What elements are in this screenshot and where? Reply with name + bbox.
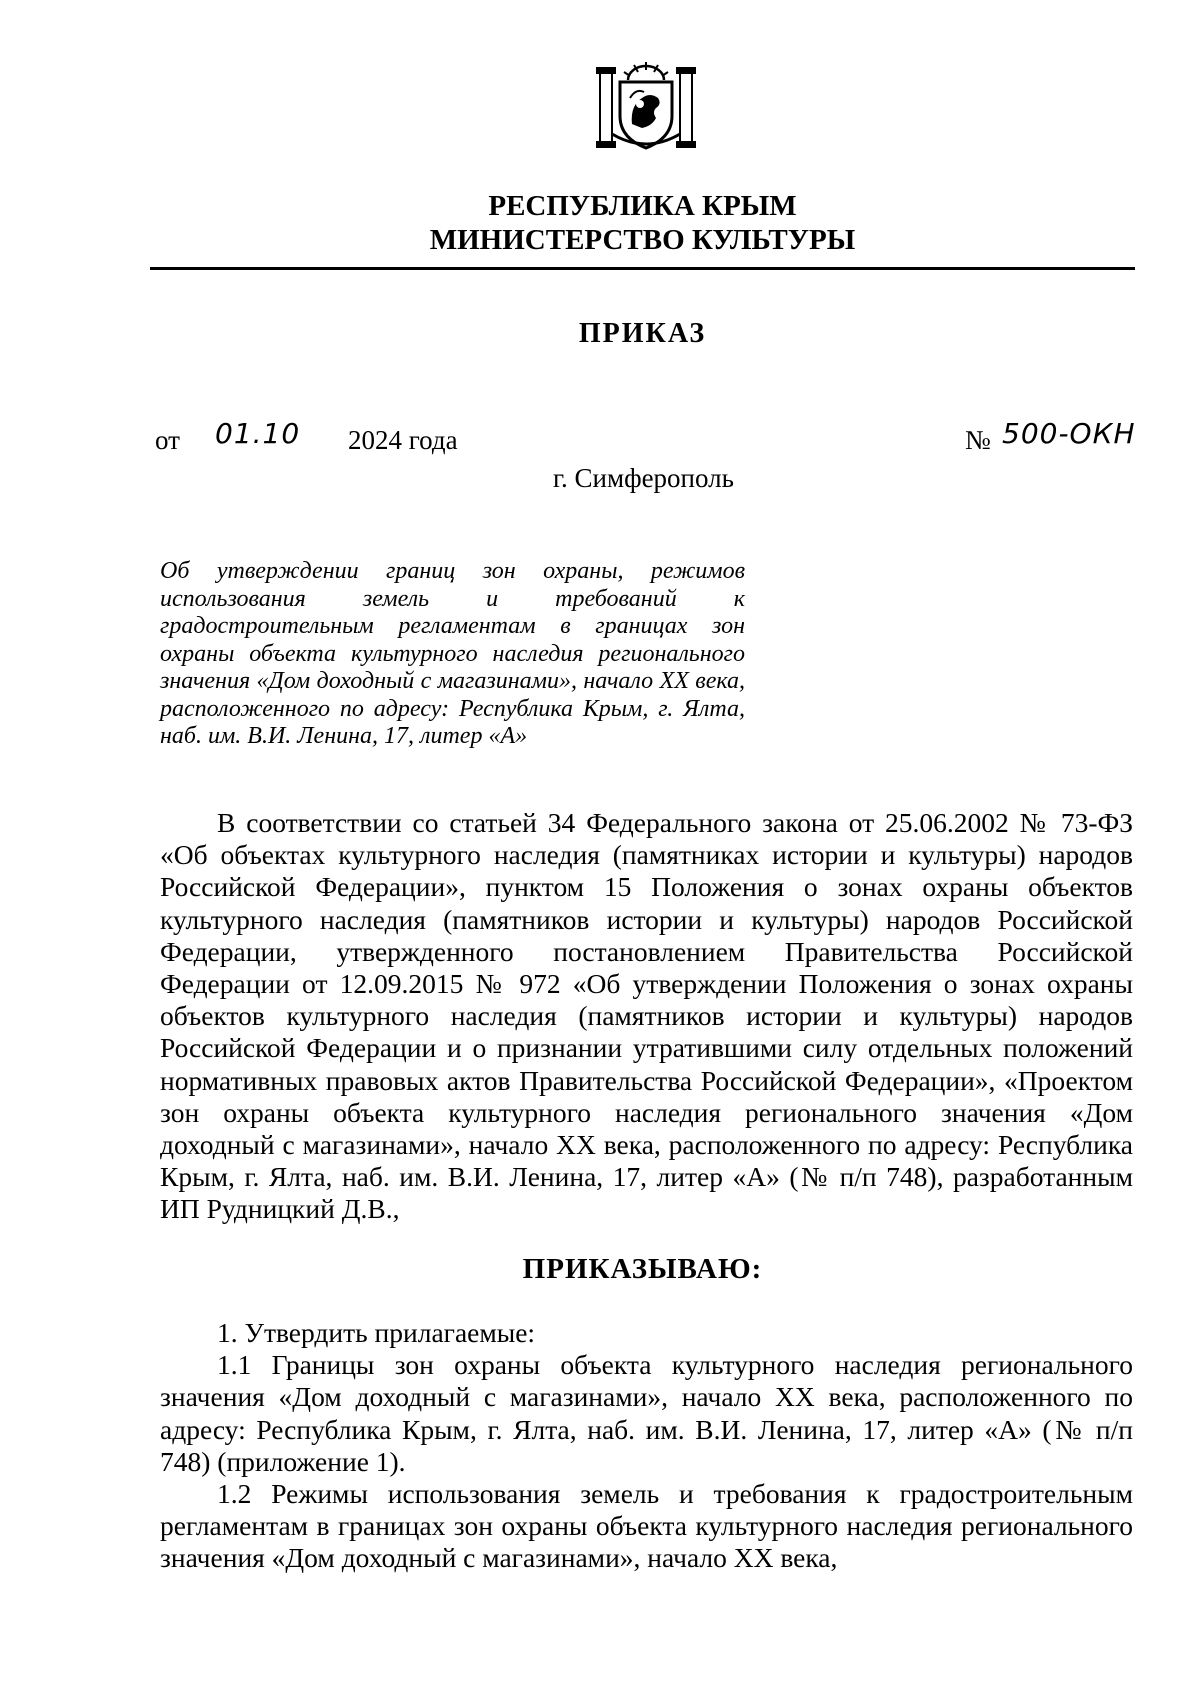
city: г. Симферополь: [553, 463, 734, 493]
republic-name: РЕСПУБЛИКА КРЫМ: [488, 190, 797, 222]
preamble: [160, 807, 1133, 1226]
order-heading: ПРИКАЗЫВАЮ:: [522, 1253, 763, 1285]
ministry-name: МИНИСТЕРСТВО КУЛЬТУРЫ: [429, 224, 856, 256]
item-1-1: 1.1 Границы зон охраны объекта культурного наследия регионального значения «Дом доходный с магазинами», начало XX века, расположенного по адресу: Республика Крым, г. Ялта, наб. им. В.И. Ленина, 17, литер «А» (№ п/п 748) (приложение 1).: [160, 1349, 1133, 1477]
date-prefix: от: [155, 425, 180, 455]
coat-of-arms-icon: [596, 58, 696, 152]
preamble-text: В соответствии со статьей 34 Федерального закона от 25.06.2002 № 73-ФЗ «Об объектах культурного наследия (памятниках истории и культуры) народов Российской Федерации», пунктом 15 Положения о зонах охраны объектов культурного наследия (памятников истории и культуры) народов Российской Федерации, утвержденного постановлением Правительства Российской Федерации от 12.09.2015 № 972 «Об утверждении Положения о зонах охраны объектов культурного наследия (памятников истории и культуры) народов Российской Федерации и о признании утратившими силу отдельных положений нормативных правовых актов Правительства Российской Федерации», «Проектом зон охраны объекта культурного наследия регионального значения «Дом доходный с магазинами», начало XX века, расположенного по адресу: Республика Крым, г. Ялта, наб. им. В.И. Ленина, 17, литер «А» (№ п/п 748), разработанным ИП Рудницкий Д.В.,: [160, 807, 1133, 1225]
header-divider: [150, 267, 1135, 270]
order-items: [160, 1317, 1133, 1575]
item-1: 1. Утвердить прилагаемые:: [217, 1317, 536, 1348]
order-title: ПРИКАЗ: [578, 318, 707, 349]
handwritten-number: 500-ОКН: [1002, 417, 1136, 450]
order-year: 2024 года: [348, 425, 458, 455]
number-prefix: №: [965, 425, 991, 455]
item-1-2: 1.2 Режимы использования земель и требования к градостроительным регламентам в границах зон охраны объекта культурного наследия регионального значения «Дом доходный с магазинами», начало XX века,: [160, 1478, 1133, 1574]
order-subject: Об утверждении границ зон охраны, режимов использования земель и требований к градостроительным регламентам в границах зон охраны объекта культурного наследия регионального значения «Дом доходный с магазинами», начало XX века, расположенного по адресу: Республика Крым, г. Ялта, наб. им. В.И. Ленина, 17, литер «А»: [160, 558, 745, 749]
handwritten-date: 01.10: [215, 417, 301, 450]
